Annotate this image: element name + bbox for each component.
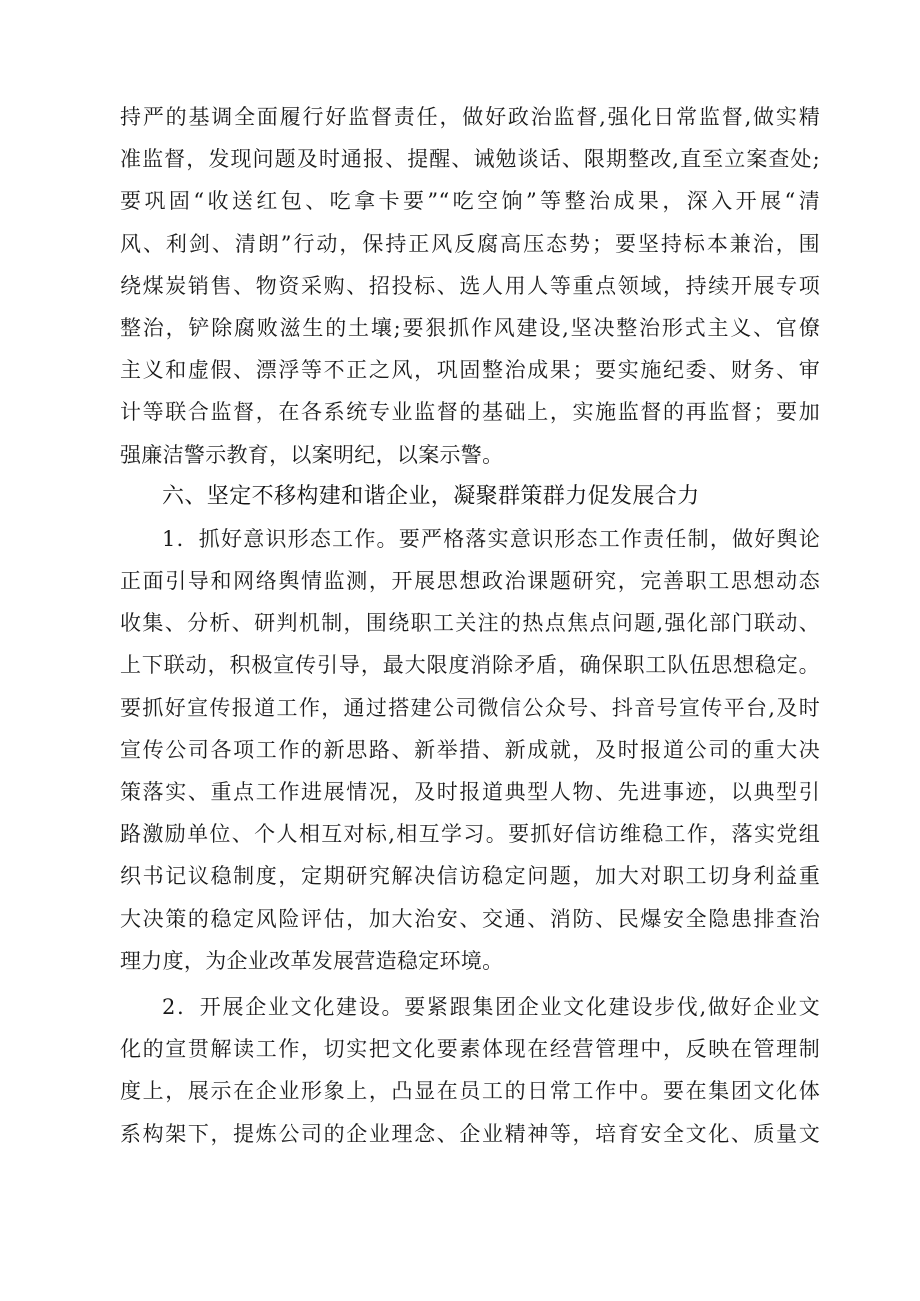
text-line: 化的宣贯解读工作，切实把文化要素体现在经营管理中，反映在管理制 <box>120 1037 820 1062</box>
text-line: 持严的基调全面履行好监督责任，做好政治监督,强化日常监督,做实精 <box>120 105 820 129</box>
text-line: 大决策的稳定风险评估，加大治安、交通、消防、民爆安全隐患排查治 <box>120 906 820 931</box>
text-line: 上下联动，积极宣传引导，最大限度消除矛盾，确保职工队伍思想稳定。 <box>120 653 820 678</box>
text-line: 主义和虚假、漂浮等不正之风，巩固整治成果；要实施纪委、财务、审 <box>120 358 820 383</box>
text-line: 风、利剑、清朗”行动，保持正风反腐高压态势；要坚持标本兼治，围 <box>120 231 820 256</box>
text-line: 要巩固“收送红包、吃拿卡要”“吃空饷”等整治成果，深入开展“清 <box>120 189 820 214</box>
text-line: 理力度，为企业改革发展营造稳定环境。 <box>120 948 504 973</box>
text-line: 准监督，发现问题及时通报、提醒、诫勉谈话、限期整改,直至立案查处; <box>120 147 820 172</box>
text-line: 路激励单位、个人相互对标,相互学习。要抓好信访维稳工作，落实党组 <box>120 822 820 847</box>
text-line: 绕煤炭销售、物资采购、招投标、选人用人等重点领域，持续开展专项 <box>120 273 820 298</box>
paragraph-item-1 <box>120 518 820 982</box>
text-line: 宣传公司各项工作的新思路、新举措、新成就，及时报道公司的重大决 <box>120 737 820 762</box>
text-line: 收集、分析、研判机制，围绕职工关注的热点焦点问题,强化部门联动、 <box>120 611 820 636</box>
text-line: 织书记议稳制度，定期研究解决信访稳定问题，加大对职工切身利益重 <box>120 864 820 889</box>
section-heading: 六、坚定不移构建和谐企业，凝聚群策群力促发展合力 <box>162 483 700 509</box>
text-line: 度上，展示在企业形象上，凸显在员工的日常工作中。要在集团文化体 <box>120 1079 820 1104</box>
text-line: 正面引导和网络舆情监测，开展思想政治课题研究，完善职工思想动态 <box>120 569 820 594</box>
paragraph-item-2 <box>120 986 820 1155</box>
document-body <box>120 96 820 1155</box>
text-line: 计等联合监督，在各系统专业监督的基础上，实施监督的再监督；要加 <box>120 400 820 425</box>
text-line: 策落实、重点工作进展情况，及时报道典型人物、先进事迹，以典型引 <box>120 780 820 804</box>
paragraph-continuation <box>120 96 820 476</box>
text-line: 强廉洁警示教育，以案明纪，以案示警。 <box>120 442 504 467</box>
text-line: 2．开展企业文化建设。要紧跟集团企业文化建设步伐,做好企业文 <box>162 994 820 1019</box>
text-line: 要抓好宣传报道工作，通过搭建公司微信公众号、抖音号宣传平台,及时 <box>120 695 820 720</box>
text-line: 整治，铲除腐败滋生的土壤;要狠抓作风建设,坚决整治形式主义、官僚 <box>120 315 820 340</box>
text-line: 系构架下，提炼公司的企业理念、企业精神等，培育安全文化、质量文 <box>120 1121 820 1146</box>
text-line: 1．抓好意识形态工作。要严格落实意识形态工作责任制，做好舆论 <box>162 526 820 551</box>
